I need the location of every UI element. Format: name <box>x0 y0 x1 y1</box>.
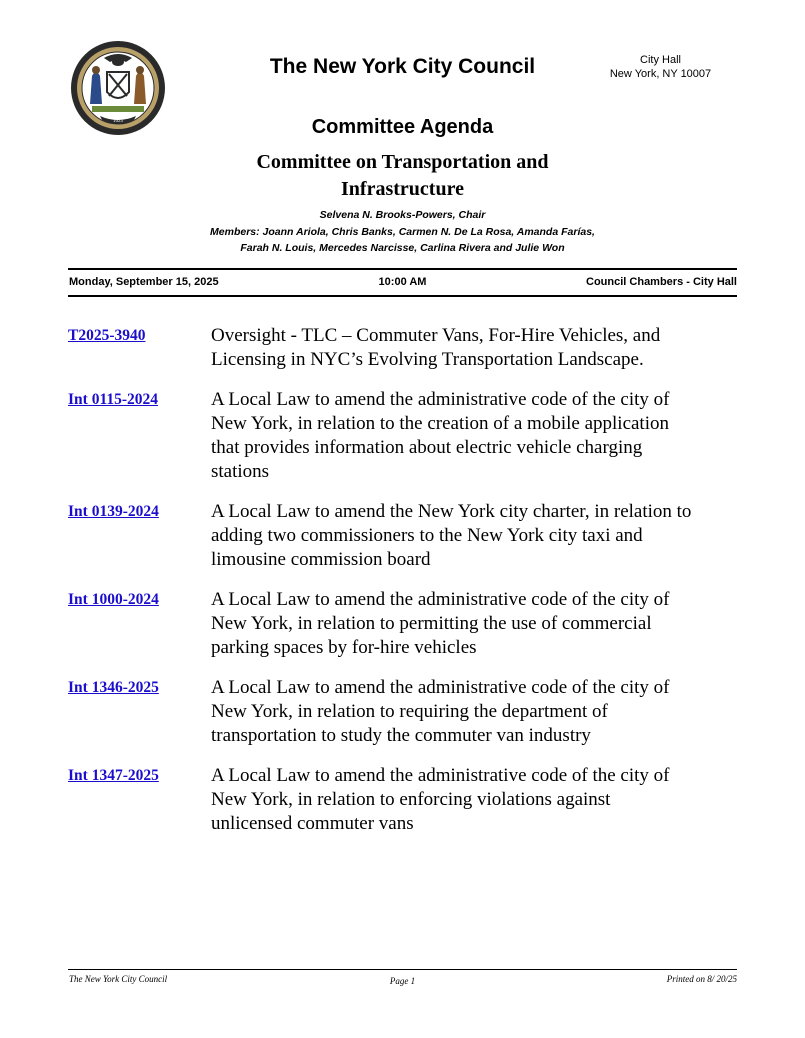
item-description <box>211 676 737 748</box>
item-link-int-0115-2024[interactable]: Int 0115-2024 <box>68 391 158 408</box>
item-description <box>211 764 737 836</box>
item-description-line: A Local Law to amend the administrative code of the city of <box>211 765 670 786</box>
item-link-int-1347-2025[interactable]: Int 1347-2025 <box>68 767 159 784</box>
item-description-line: adding two commissioners to the New York city taxi and <box>211 525 643 546</box>
item-link-int-0139-2024[interactable]: Int 0139-2024 <box>68 503 159 520</box>
item-description-line: that provides information about electric vehicle charging <box>211 437 643 458</box>
members-line-2: Farah N. Louis, Mercedes Narcisse, Carlina Rivera and Julie Won <box>240 241 565 254</box>
item-description-line: transportation to study the commuter van industry <box>211 725 591 746</box>
item-description-line: Oversight - TLC – Commuter Vans, For-Hire Vehicles, and <box>211 325 661 346</box>
item-link-t2025-3940[interactable]: T2025-3940 <box>68 327 146 344</box>
footer-rule <box>68 969 737 970</box>
committee-name-line-1: Committee on Transportation and <box>256 151 549 173</box>
agenda-items <box>68 324 737 852</box>
footer-page-number: Page 1 <box>389 976 416 986</box>
meeting-date: Monday, September 15, 2025 <box>69 276 219 288</box>
item-description-line: A Local Law to amend the New York city charter, in relation to <box>211 501 692 522</box>
agenda-item <box>68 588 737 660</box>
item-description-line: New York, in relation to enforcing violations against <box>211 789 611 810</box>
committee-name-line-2: Infrastructure <box>341 178 464 200</box>
agenda-item <box>68 500 737 572</box>
members-line-1: Members: Joann Ariola, Chris Banks, Carmen N. De La Rosa, Amanda Farías, <box>210 226 595 238</box>
seal-year: 1625 <box>113 119 123 124</box>
meeting-location: Council Chambers - City Hall <box>586 276 737 288</box>
committee-name <box>200 149 605 203</box>
address-line-1: City Hall <box>640 54 681 66</box>
agenda-title: Committee Agenda <box>311 116 494 138</box>
item-description-line: unlicensed commuter vans <box>211 813 414 834</box>
agenda-item <box>68 676 737 748</box>
item-description-line: Licensing in NYC’s Evolving Transportation Landscape. <box>211 349 644 370</box>
item-link-int-1346-2025[interactable]: Int 1346-2025 <box>68 679 159 696</box>
item-description-line: A Local Law to amend the administrative code of the city of <box>211 389 670 410</box>
item-description-line: New York, in relation to permitting the use of commercial <box>211 613 652 634</box>
item-description <box>211 588 737 660</box>
org-title: The New York City Council <box>269 55 536 78</box>
item-description-line: New York, in relation to requiring the department of <box>211 701 608 722</box>
footer-org: The New York City Council <box>69 974 168 984</box>
item-description-line: A Local Law to amend the administrative code of the city of <box>211 677 670 698</box>
item-description-line: limousine commission board <box>211 549 431 570</box>
item-description <box>211 500 737 572</box>
item-description-line: New York, in relation to the creation of a mobile application <box>211 413 669 434</box>
item-description-line: stations <box>211 461 270 482</box>
committee-members <box>150 225 655 256</box>
address-line-2: New York, NY 10007 <box>609 68 712 80</box>
meeting-bar-bottom-rule <box>68 295 737 297</box>
meeting-time: 10:00 AM <box>378 276 427 288</box>
item-link-int-1000-2024[interactable]: Int 1000-2024 <box>68 591 159 608</box>
item-description-line: A Local Law to amend the administrative code of the city of <box>211 589 670 610</box>
footer-printed-date: Printed on 8/ 20/25 <box>666 974 737 984</box>
agenda-item <box>68 764 737 836</box>
item-description <box>211 324 737 372</box>
item-description-line: parking spaces by for-hire vehicles <box>211 637 477 658</box>
agenda-item <box>68 324 737 372</box>
address-block <box>598 53 723 81</box>
agenda-item <box>68 388 737 484</box>
meeting-bar-top-rule <box>68 268 737 270</box>
item-description <box>211 388 737 484</box>
committee-chair: Selvena N. Brooks-Powers, Chair <box>319 209 486 221</box>
